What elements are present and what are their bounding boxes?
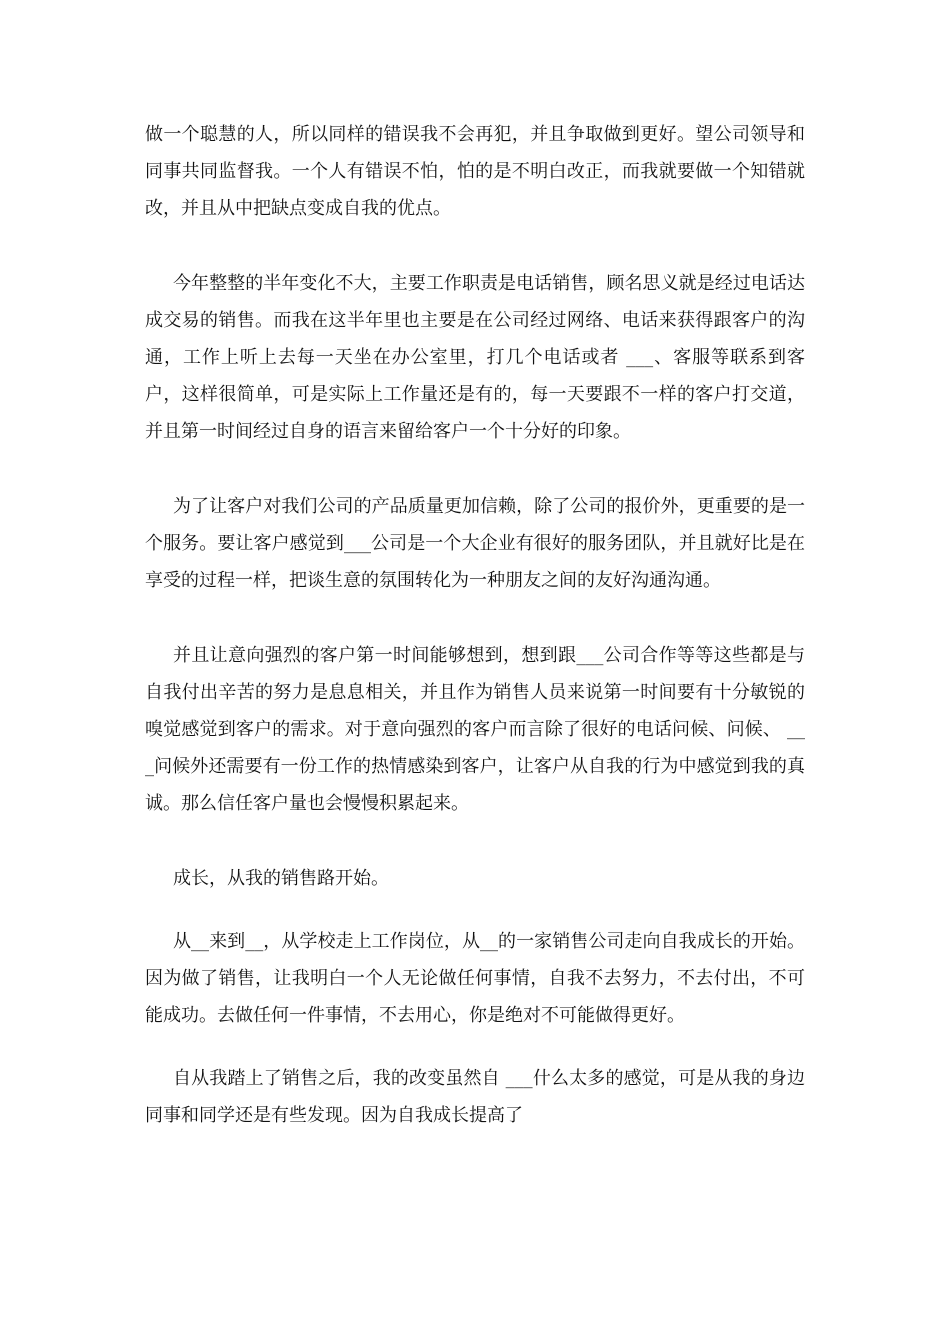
- paragraph-5: 成长，从我的销售路开始。: [173, 868, 389, 889]
- paragraph-3: 为了让客户对我们公司的产品质量更加信赖，除了公司的报价外，更重要的是一个服务。要让客户感觉到___公司是一个大企业有很好的服务团队，并且就好比是在享受的过程一样，把谈生意的氛围转化为一种朋友之间的友好沟通沟通。: [145, 496, 805, 591]
- paragraph-4: 并且让意向强烈的客户第一时间能够想到，想到跟___公司合作等等这些都是与自我付出辛苦的努力是息息相关，并且作为销售人员来说第一时间要有十分敏锐的嗅觉感觉到客户的需求。对于意向强烈的客户而言除了很好的电话问候、问候、 ___问候外还需要有一份工作的热情感染到客户，让客户从自我的行为中感觉到我的真诚。那么信任客户量也会慢慢积累起来。: [145, 645, 805, 814]
- paragraph-2: 今年整整的半年变化不大，主要工作职责是电话销售，顾名思义就是经过电话达成交易的销售。而我在这半年里也主要是在公司经过网络、电话来获得跟客户的沟通，工作上听上去每一天坐在办公室里，打几个电话或者 ___、客服等联系到客户，这样很简单，可是实际上工作量还是有的，每一天要跟不一样的客户打交道，并且第一时间经过自身的语言来留给客户一个十分好的印象。: [145, 273, 805, 442]
- paragraph-6: 从__来到__，从学校走上工作岗位，从__的一家销售公司走向自我成长的开始。因为做了销售，让我明白一个人无论做任何事情，自我不去努力，不去付出，不可能成功。去做任何一件事情，不去用心，你是绝对不可能做得更好。: [145, 931, 805, 1026]
- paragraph-1: 做一个聪慧的人，所以同样的错误我不会再犯，并且争取做到更好。望公司领导和同事共同监督我。一个人有错误不怕，怕的是不明白改正，而我就要做一个知错就改，并且从中把缺点变成自我的优点。: [145, 124, 805, 219]
- paragraph-7: 自从我踏上了销售之后，我的改变虽然自 ___什么太多的感觉，可是从我的身边同事和同学还是有些发现。因为自我成长提高了: [145, 1068, 805, 1126]
- document-body: [145, 116, 805, 1134]
